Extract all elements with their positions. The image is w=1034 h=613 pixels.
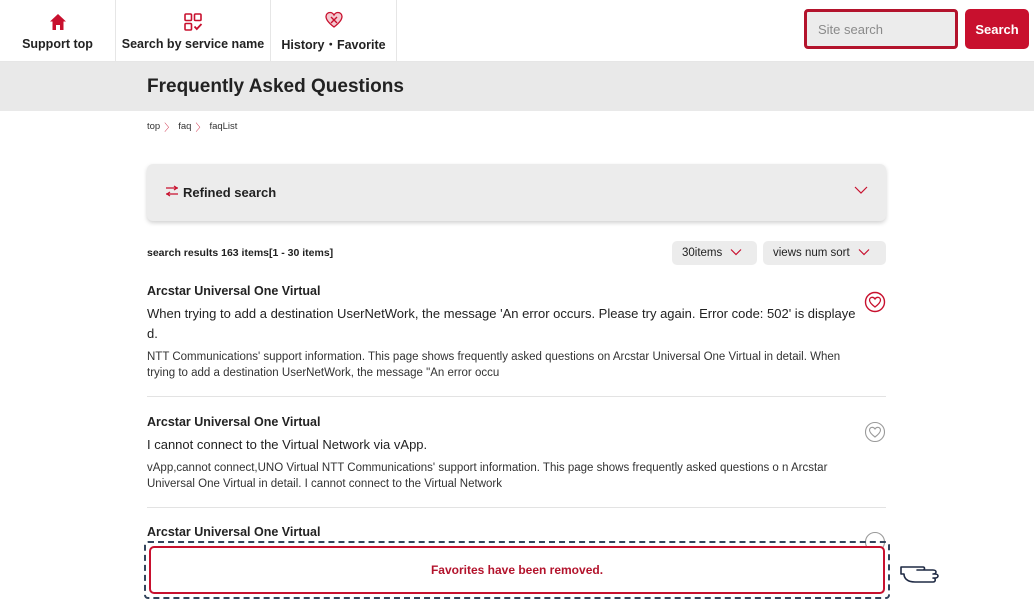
faq-question-link[interactable]: When trying to add a destination UserNetWork, the message 'An error occurs. Please try again. Error code: 502' is displaye d. — [147, 306, 856, 341]
site-search-field[interactable] — [804, 9, 958, 49]
chevron-down-icon — [730, 247, 742, 259]
nav-support-top[interactable] — [0, 0, 116, 62]
faq-description: vApp,cannot connect,UNO Virtual NTT Communications' support information. This page shows frequently asked questions o n Arcstar Universal One Virtual in detail. I cannot connect to the Virtual Network — [147, 462, 828, 490]
chevron-down-icon — [858, 247, 870, 259]
breadcrumb — [147, 119, 237, 134]
refined-search-header — [165, 185, 276, 200]
sort-value: views num sort — [773, 247, 850, 259]
divider — [147, 396, 886, 397]
faq-service-name: Arcstar Universal One Virtual — [147, 525, 321, 539]
home-icon — [47, 11, 69, 33]
search-button[interactable]: Search — [965, 9, 1029, 49]
page-title-band — [0, 62, 1034, 111]
breadcrumb-faq[interactable]: faq — [178, 121, 192, 132]
nav-history-favorite[interactable] — [271, 0, 397, 62]
refined-search-label: Refined search — [183, 185, 277, 200]
chevron-right-icon: 〉 — [164, 123, 175, 134]
heart-history-icon — [323, 9, 345, 31]
results-summary: search results 163 items[1 - 30 items] — [147, 247, 334, 259]
items-per-page-select[interactable] — [672, 241, 757, 265]
grid-check-icon — [182, 11, 204, 33]
faq-item — [147, 525, 886, 539]
favorite-heart-icon[interactable] — [864, 421, 886, 448]
faq-description: NTT Communications' support information. This page shows frequently asked questions on Arcstar Universal One Virtual in detail. When trying to add a destination UserNetWork, the message "An error occu — [147, 351, 841, 379]
toast-message: Favorites have been removed. — [430, 563, 604, 577]
chevron-down-icon[interactable] — [854, 182, 868, 200]
nav-history-favorite-label: History・Favorite — [281, 38, 386, 52]
nav-search-by-service-label: Search by service name — [121, 37, 265, 51]
faq-item — [147, 415, 886, 492]
faq-item — [147, 284, 886, 381]
faq-service-name: Arcstar Universal One Virtual — [147, 415, 321, 429]
chevron-right-icon: 〉 — [195, 123, 206, 134]
divider — [147, 507, 886, 508]
favorite-heart-icon[interactable] — [864, 291, 886, 318]
breadcrumb-top[interactable]: top — [147, 121, 161, 132]
site-search-input[interactable] — [807, 12, 955, 46]
refined-search-panel[interactable] — [147, 164, 886, 221]
faq-service-name: Arcstar Universal One Virtual — [147, 284, 321, 298]
nav-search-by-service[interactable] — [116, 0, 271, 62]
toast-notification — [149, 546, 885, 594]
faq-question-link[interactable]: I cannot connect to the Virtual Network via vApp. — [147, 437, 428, 452]
sort-select[interactable] — [763, 241, 886, 265]
filter-icon — [165, 185, 179, 200]
breadcrumb-current: faqList — [209, 121, 238, 132]
nav-support-top-label: Support top — [22, 37, 93, 51]
top-navigation-bar — [0, 0, 1034, 62]
items-per-page-value: 30items — [682, 247, 723, 259]
page-title: Frequently Asked Questions — [147, 76, 404, 97]
pointing-hand-icon — [897, 553, 945, 592]
